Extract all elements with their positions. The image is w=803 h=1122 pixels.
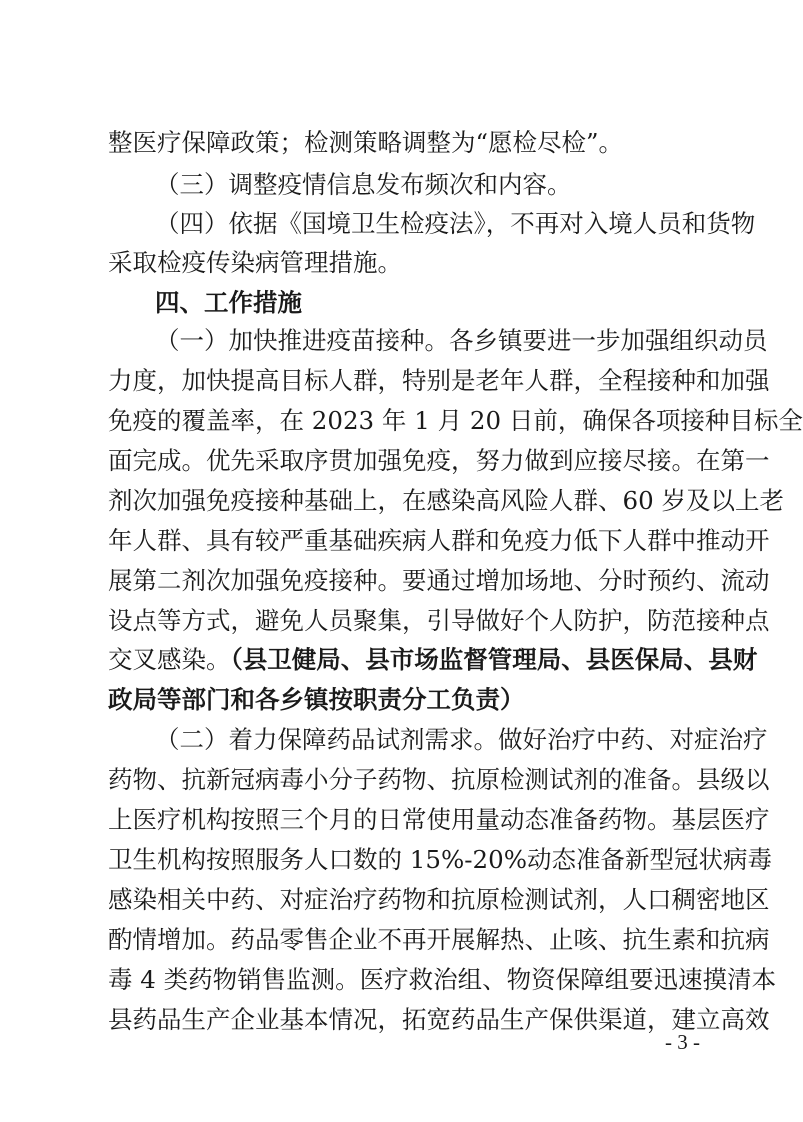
- body-text-line: 设点等方式，避免人员聚集，引导做好个人防护，防范接种点: [108, 606, 770, 635]
- page-number: - 3 -: [665, 1030, 700, 1054]
- body-text-line: 感染相关中药、对症治疗药物和抗原检测试剂，人口稠密地区: [108, 885, 770, 914]
- section-item-4: （四）依据《国境卫生检疫法》，不再对入境人员和货物: [155, 209, 756, 238]
- body-text-line: 采取检疫传染病管理措施。: [108, 248, 402, 277]
- measure-2-first-line: （二）着力保障药品试剂需求。做好治疗中药、对症治疗: [155, 725, 768, 754]
- body-text-line: 卫生机构按照服务人口数的 15%-20%动态准备新型冠状病毒: [108, 845, 772, 874]
- body-text-line: 年人群、具有较严重基础疾病人群和免疫力低下人群中推动开: [108, 526, 770, 555]
- body-text-line: 毒 4 类药物销售监测。医疗救治组、物资保障组要迅速摸清本: [108, 965, 777, 994]
- body-text-segment: 交叉感染。: [108, 645, 231, 674]
- body-text-line: 酌情增加。药品零售企业不再开展解热、止咳、抗生素和抗病: [108, 925, 770, 954]
- section-heading: 四、工作措施: [155, 288, 302, 317]
- body-text-line: 药物、抗新冠病毒小分子药物、抗原检测试剂的准备。县级以: [108, 765, 770, 794]
- body-text-line: 面完成。优先采取序贯加强免疫，努力做到应接尽接。在第一: [108, 446, 770, 475]
- body-text-line: 力度，加快提高目标人群，特别是老年人群，全程接种和加强: [108, 366, 770, 395]
- body-text-line: 县药品生产企业基本情况，拓宽药品生产保供渠道，建立高效: [108, 1005, 770, 1034]
- responsibility-note-continued: 政局等部门和各乡镇按职责分工负责）: [108, 685, 525, 714]
- body-text-line-with-responsibility: [108, 640, 758, 680]
- section-item-3: （三）调整疫情信息发布频次和内容。: [155, 170, 572, 199]
- body-text-line: 剂次加强免疫接种基础上，在感染高风险人群、60 岁及以上老: [108, 486, 784, 515]
- responsibility-note: （县卫健局、县市场监督管理局、县医保局、县财: [230, 645, 758, 674]
- body-text-line: 整医疗保障政策；检测策略调整为“愿检尽检”。: [108, 128, 624, 157]
- body-text-line: 免疫的覆盖率，在 2023 年 1 月 20 日前，确保各项接种目标全: [108, 406, 803, 435]
- body-text-line: 展第二剂次加强免疫接种。要通过增加场地、分时预约、流动: [108, 566, 770, 595]
- body-text-line: 上医疗机构按照三个月的日常使用量动态准备药物。基层医疗: [108, 805, 770, 834]
- measure-1-first-line: （一）加快推进疫苗接种。各乡镇要进一步加强组织动员: [155, 326, 768, 355]
